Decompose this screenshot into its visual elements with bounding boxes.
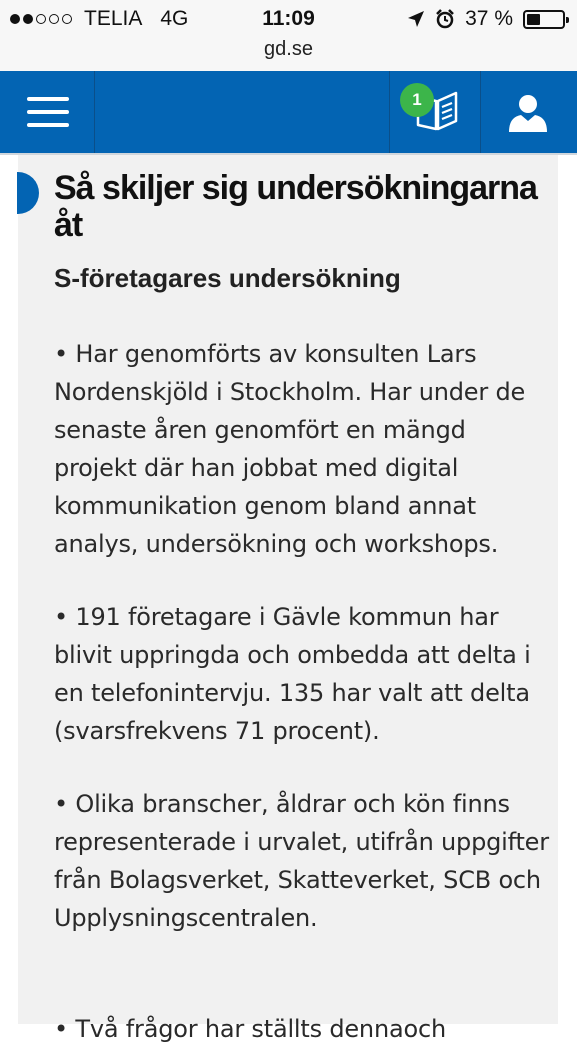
status-bar xyxy=(0,0,577,38)
paragraph: • Två frågor har ställts dennaoch xyxy=(54,1015,446,1043)
article-title: Så skiljer sig undersökningarna åt xyxy=(54,169,537,244)
paragraph: • Olika branscher, åldrar och kön finns representerade i urvalet, utifrån uppgifter från Bolagsverket, Skatteverket, SCB och Upplysningscentralen. xyxy=(54,790,549,932)
network-type: 4G xyxy=(160,7,189,30)
site-header xyxy=(0,71,577,153)
battery-icon xyxy=(523,10,565,29)
location-arrow-icon xyxy=(407,10,425,28)
url-text[interactable]: gd.se xyxy=(264,38,313,60)
battery-percent: 37 % xyxy=(465,7,513,30)
user-account-button[interactable] xyxy=(481,71,577,153)
paragraph: • 191 företagare i Gävle kommun har blivit uppringda och ombedda att delta i en telefonintervju. 135 har valt att delta (svarsfrekvens 71 procent). xyxy=(54,603,531,745)
notification-badge: 1 xyxy=(400,83,434,117)
carrier-name: TELIA xyxy=(84,7,143,30)
clock: 11:09 xyxy=(262,7,315,30)
article-subtitle: S-företagares undersökning xyxy=(54,263,401,293)
user-icon[interactable] xyxy=(507,91,549,133)
reading-list-button[interactable] xyxy=(389,71,481,153)
url-bar[interactable] xyxy=(0,38,577,71)
paragraph: • Har genomförts av konsulten Lars Nordenskjöld i Stockholm. Har under de senaste åren genomfört en mängd projekt där han jobbat med digital kommunikation genom bland annat analys, undersökning och workshops. xyxy=(54,340,526,558)
alarm-clock-icon xyxy=(435,9,455,29)
hamburger-menu-icon[interactable] xyxy=(27,97,69,127)
battery-fill xyxy=(527,14,540,25)
menu-button[interactable] xyxy=(0,71,95,153)
status-right xyxy=(407,7,565,31)
